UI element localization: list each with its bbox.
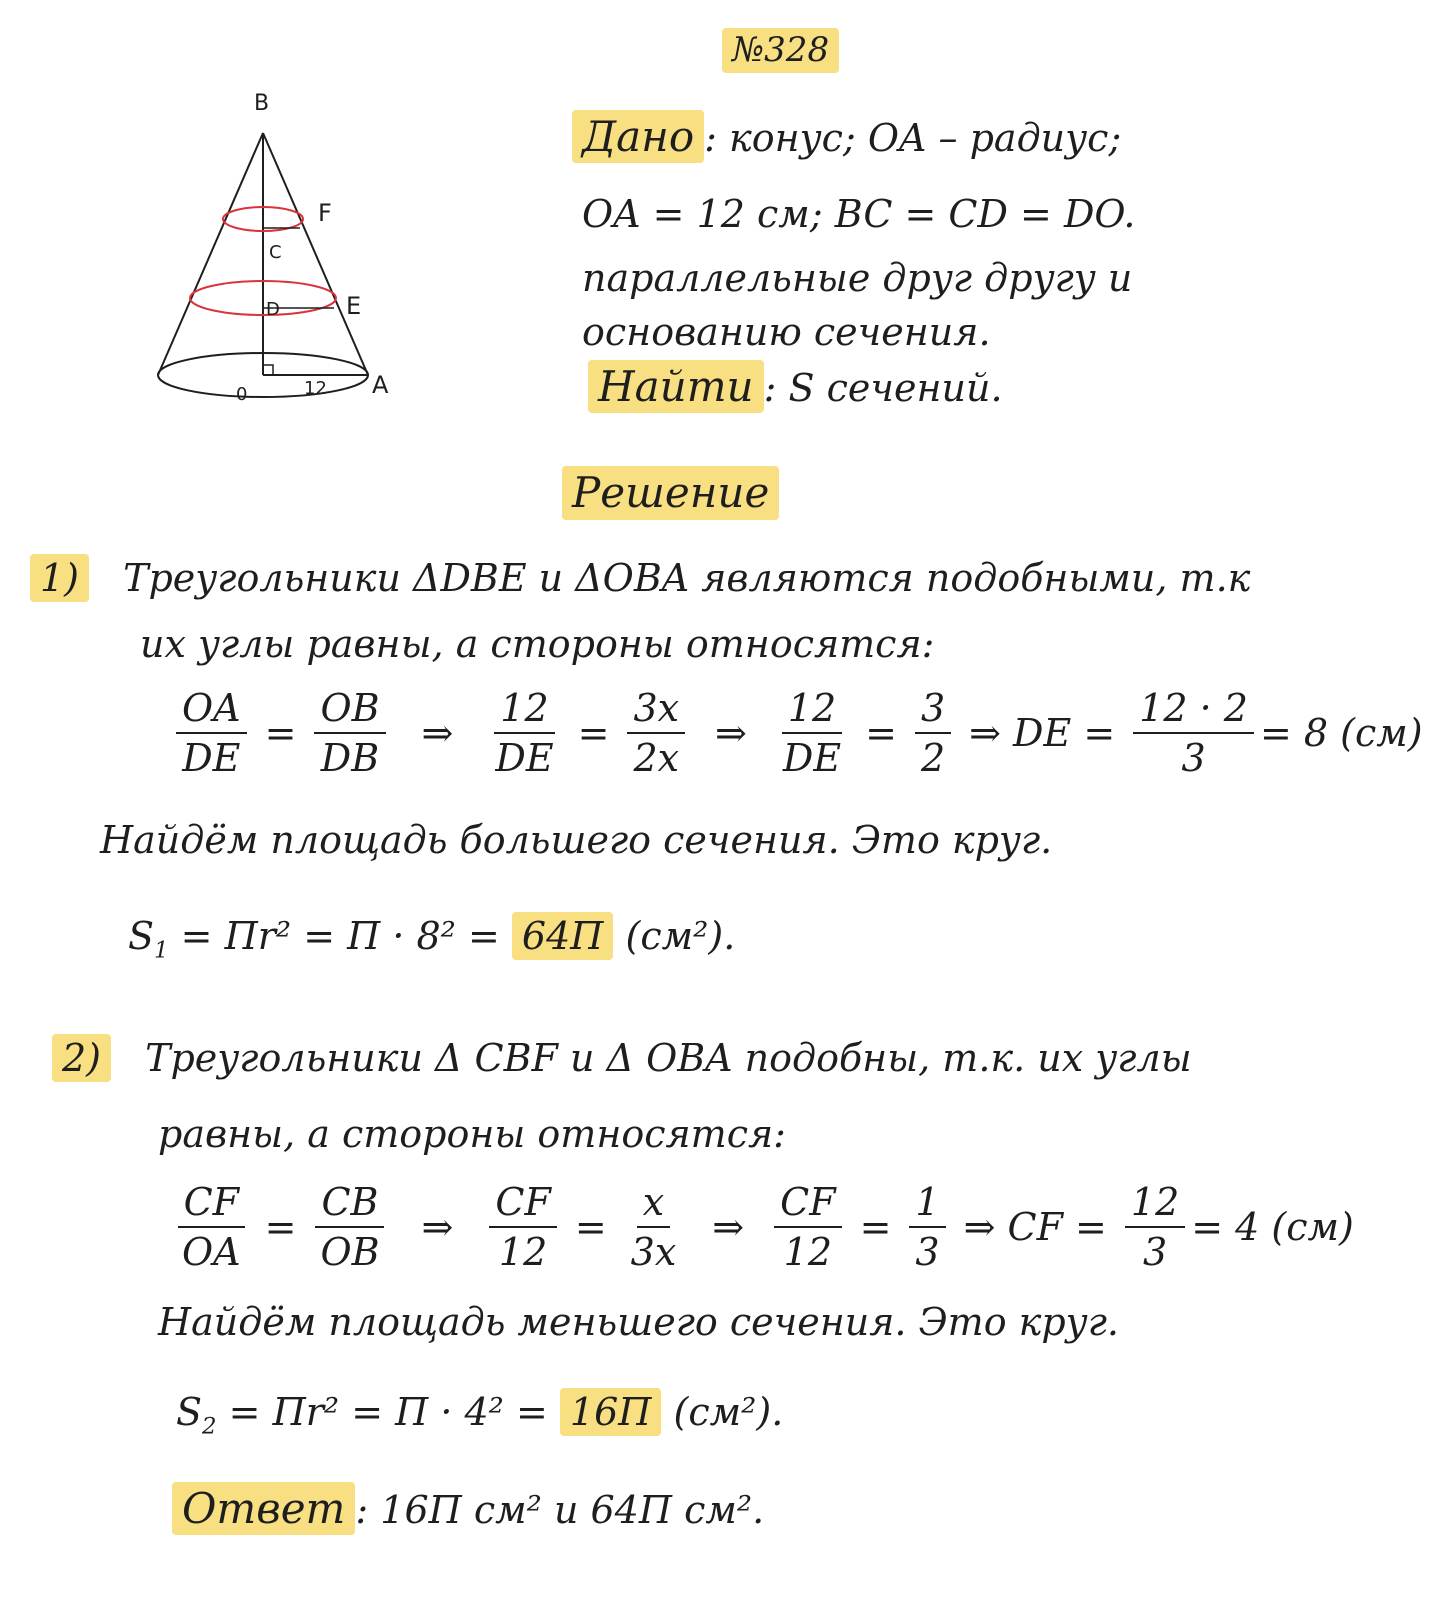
find-line: [588, 362, 1003, 412]
label-e: E: [346, 292, 362, 320]
step1-area: $S_1 = \Pi r^2 = \Pi \cdot 8^2 = 64\Pi$ (см²).: [128, 914, 736, 964]
step1-line-2: их углы равны, а стороны относятся:: [140, 622, 935, 666]
step2-equation: $\frac{CF}{OA}$ = $\frac{CB}{OB}$ ⇒ $\frac{CF}{12}$ = $\frac{x}{3x}$ ⇒ $\frac{CF}{12}$ = $\frac{1}{3}$ ⇒ CF = $\frac{12}{3}$ = 4 (см): [170, 1180, 1354, 1274]
answer-text: : 16Π см² и 64Π см².: [355, 1488, 765, 1532]
step1-text-1: Треугольники ΔDBE и ΔOBA являются подобными, т.к: [123, 556, 1251, 600]
given-line-3: параллельные друг другу и: [582, 256, 1133, 300]
step1-frac-4: $\frac{3x}{2x}$: [627, 686, 685, 780]
given-text-1: : конус; OA – радиус;: [704, 116, 1122, 160]
step1-frac-7: $\frac{12 \cdot 2}{3}$: [1133, 686, 1254, 780]
step2-frac-2: $\frac{CB}{OB}$: [314, 1180, 385, 1274]
step2-line-2: равны, а стороны относятся:: [158, 1112, 786, 1156]
step2-line-1: [52, 1036, 1192, 1082]
find-text: : S сечений.: [763, 366, 1003, 410]
problem-number: №328: [722, 28, 839, 73]
step2-frac-1: $\frac{CF}{OA}$: [176, 1180, 247, 1274]
step1-equation: $\frac{OA}{DE}$ = $\frac{OB}{DB}$ ⇒ $\frac{12}{DE}$ = $\frac{3x}{2x}$ ⇒ $\frac{12}{DE}$ = $\frac{3}{2}$ ⇒ DE = $\frac{12 \cdot 2}{3}$ = 8 (см): [170, 686, 1423, 780]
step1-find-text: Найдём площадь большего сечения. Это круг.: [100, 818, 1053, 862]
step1-frac-3: $\frac{12}{DE}$: [495, 686, 554, 780]
label-b: B: [254, 91, 270, 116]
step2-frac-6: $\frac{1}{3}$: [909, 1180, 945, 1274]
step1-frac-2: $\frac{OB}{DB}$: [314, 686, 385, 780]
step2-area-value: 16Π: [560, 1388, 662, 1436]
step1-number: 1): [30, 554, 89, 602]
step2-frac-7: $\frac{12}{3}$: [1125, 1180, 1185, 1274]
cone-diagram: [148, 88, 398, 418]
step1-frac-5: $\frac{12}{DE}$: [782, 686, 842, 780]
step1-frac-1: $\frac{OA}{DE}$: [176, 686, 247, 780]
given-label: Дано: [572, 110, 704, 163]
solution-heading: Решение: [562, 466, 779, 520]
step2-number: 2): [52, 1034, 111, 1082]
step1-line-1: [30, 556, 1250, 602]
label-o: 0: [236, 384, 248, 405]
given-line-1: [572, 112, 1121, 162]
step2-area: $S_2 = \Pi r^2 = \Pi \cdot 4^2 = 16\Pi$ (см²).: [176, 1390, 784, 1440]
answer-label: Ответ: [172, 1482, 355, 1535]
step2-frac-3: $\frac{CF}{12}$: [489, 1180, 556, 1274]
step2-text-1: Треугольники Δ CBF и Δ OBA подобны, т.к. их углы: [145, 1036, 1192, 1080]
given-line-4: основанию сечения.: [582, 310, 991, 354]
label-d: D: [266, 299, 280, 320]
label-radius: 12: [304, 378, 327, 399]
label-f: F: [318, 199, 332, 227]
step1-frac-6: $\frac{3}{2}$: [915, 686, 951, 780]
find-label: Найти: [588, 360, 764, 413]
step2-frac-4: $\frac{x}{3x}$: [630, 1180, 677, 1274]
step2-find-text: Найдём площадь меньшего сечения. Это круг.: [158, 1300, 1120, 1344]
step1-area-value: 64Π: [512, 912, 614, 960]
label-c: C: [269, 242, 282, 263]
given-line-2: OA = 12 см; BC = CD = DO.: [582, 192, 1136, 236]
cone-figure: [148, 88, 398, 418]
step2-frac-5: $\frac{CF}{12}$: [774, 1180, 841, 1274]
label-a: A: [372, 371, 389, 399]
answer-line: [172, 1484, 764, 1534]
